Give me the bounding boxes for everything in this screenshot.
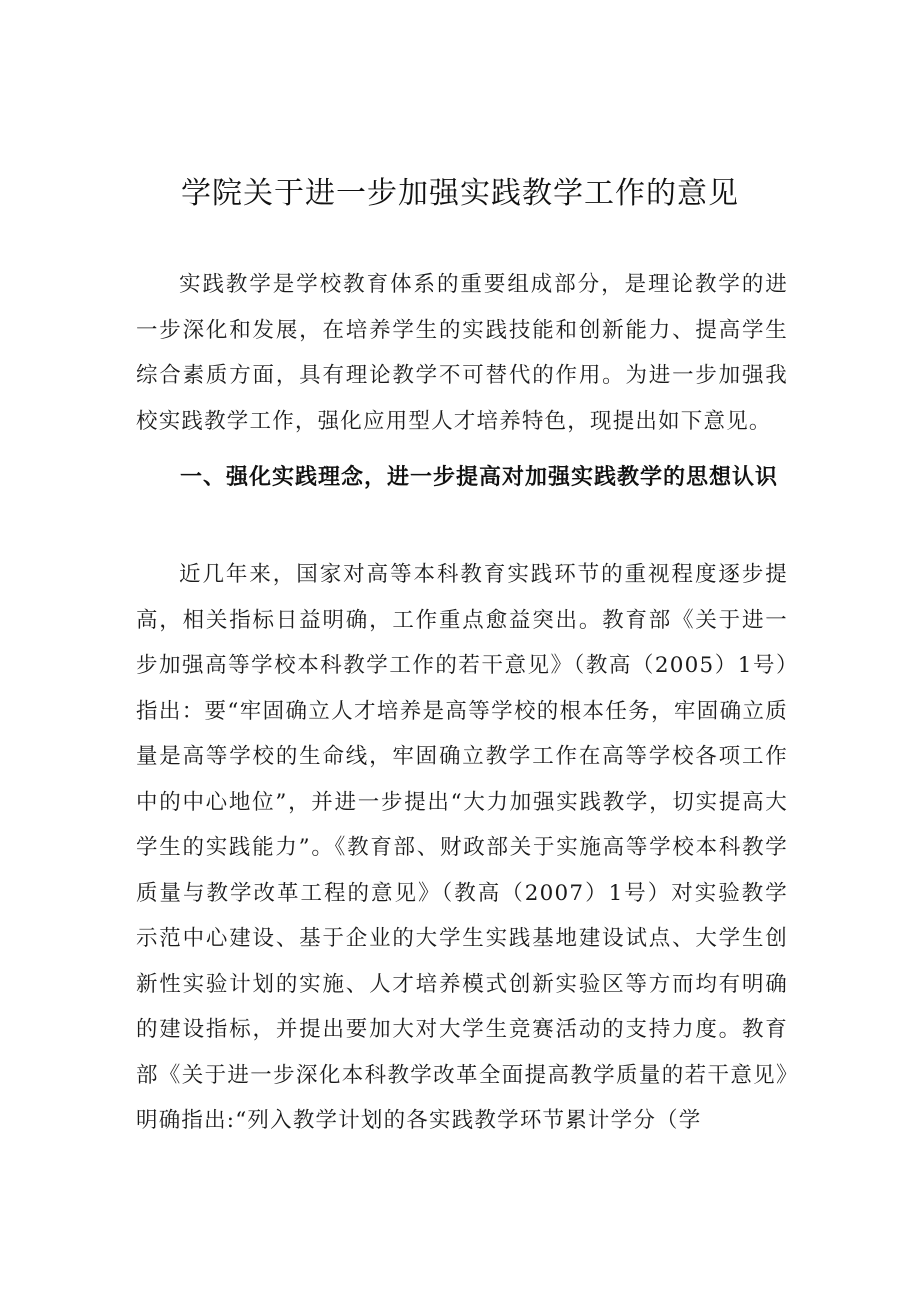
- document-title: 学院关于进一步加强实践教学工作的意见: [181, 176, 739, 211]
- intro-paragraph: 实践教学是学校教育体系的重要组成部分，是理论教学的进一步深化和发展，在培养学生的实践技能和创新能力、提高学生综合素质方面，具有理论教学不可替代的作用。为进一步加强我校实践教学工作，强化应用型人才培养特色，现提出如下意见。: [136, 272, 788, 434]
- section-1-paragraph: 近几年来，国家对高等本科教育实践环节的重视程度逐步提高，相关指标日益明确，工作重点愈益突出。教育部《关于进一步加强高等学校本科教学工作的若干意见》（教高（2005）1号）指出：要“牢固确立人才培养是高等学校的根本任务，牢固确立质量是高等学校的生命线，牢固确立教学工作在高等学校各项工作中的中心地位”，并进一步提出“大力加强实践教学，切实提高大学生的实践能力”。《教育部、财政部关于实施高等学校本科教学质量与教学改革工程的意见》（教高（2007）1号）对实验教学示范中心建设、基于企业的大学生实践基地建设试点、大学生创新性实验计划的实施、人才培养模式创新实验区等方而均有明确的建设指标，并提出要加大对大学生竞赛活动的支持力度。教育部《关于进一步深化本科教学改革全面提高教学质量的若干意见》明确指出:“列入教学计划的各实践教学环节累计学分（学: [136, 562, 788, 1133]
- section-1-heading: 一、强化实践理念，进一步提高对加强实践教学的思想认识: [180, 465, 779, 490]
